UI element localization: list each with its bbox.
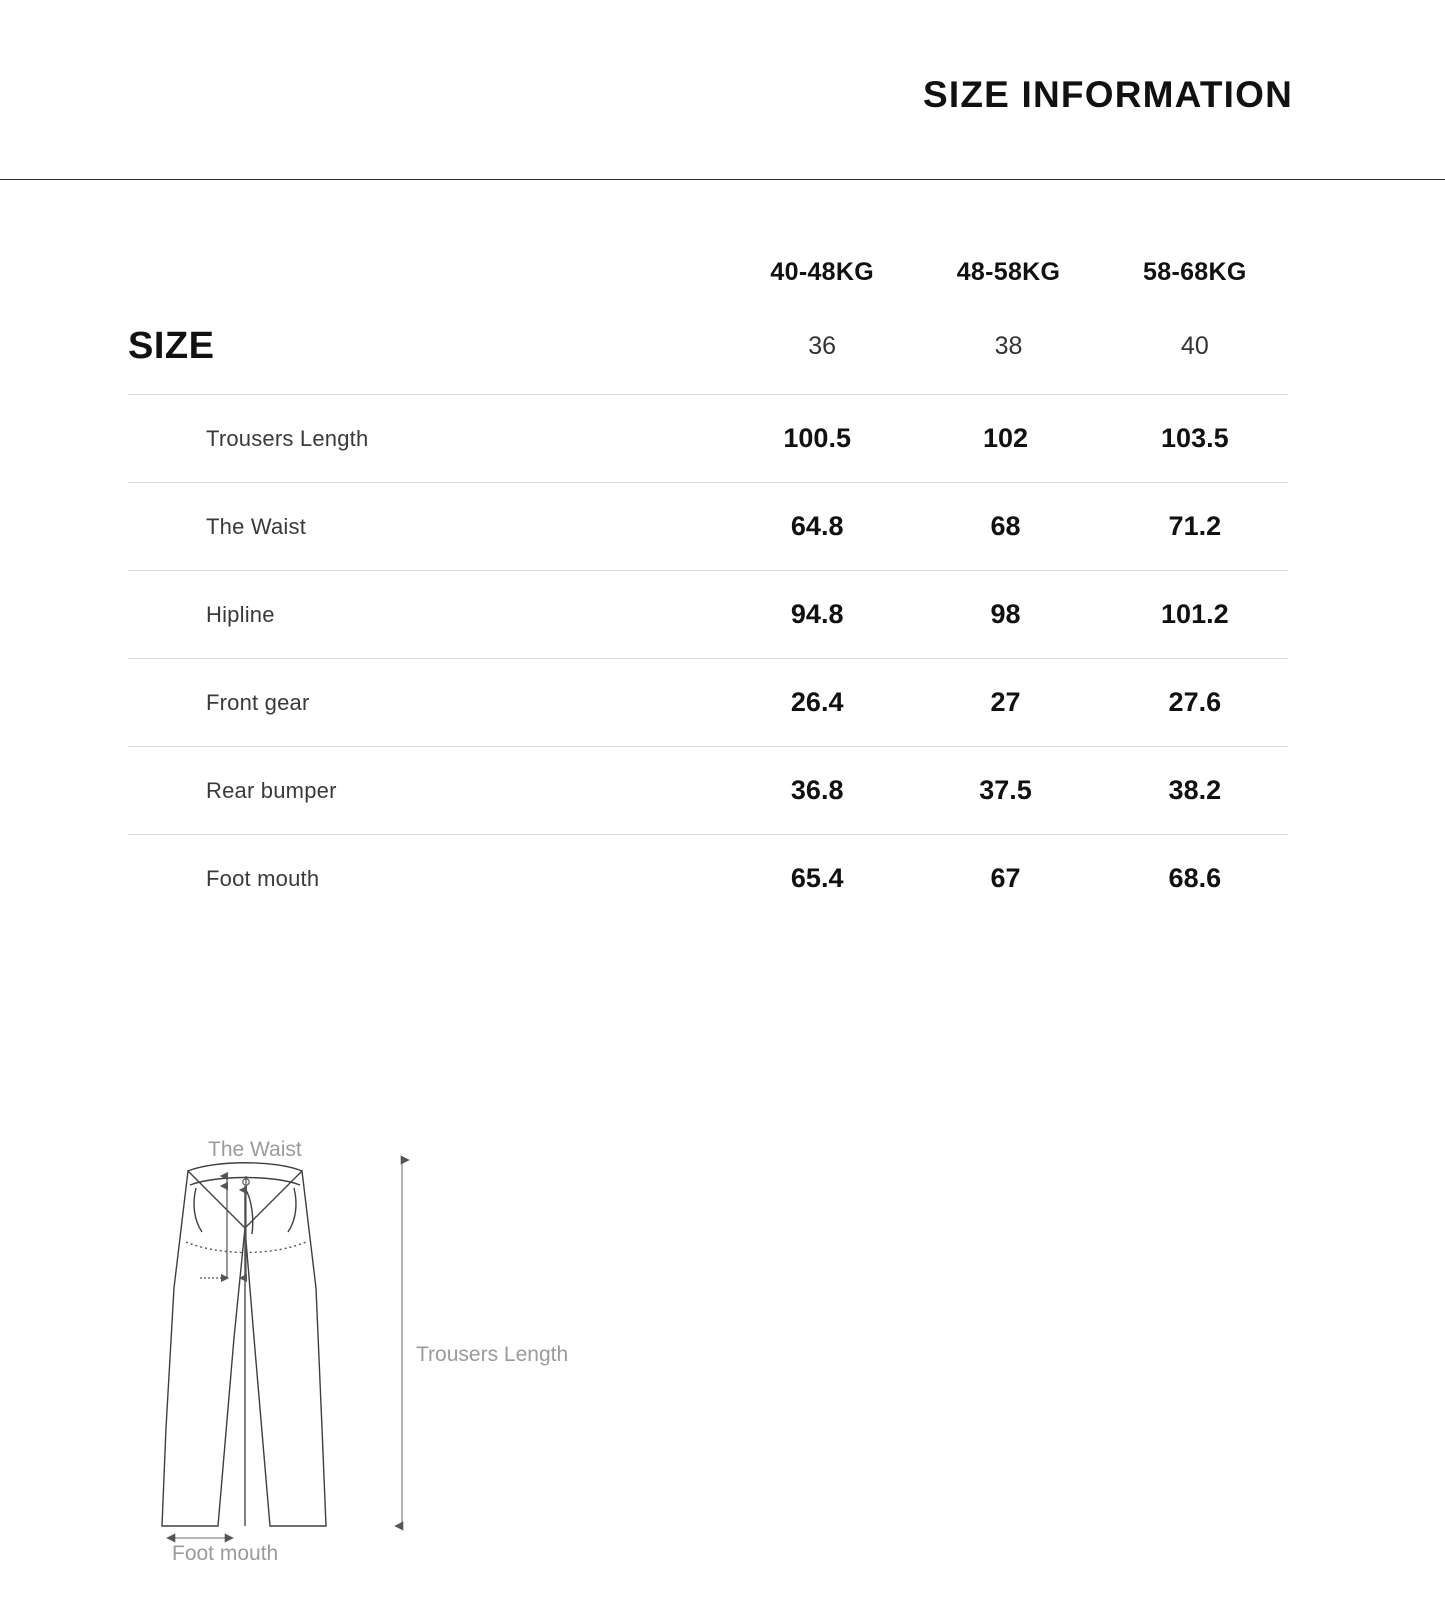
size-value-1: 38 [994, 332, 1023, 360]
table-row [128, 747, 1288, 835]
row-value-the-waist-40: 71.2 [1102, 483, 1288, 571]
diagram-label-waist: The Waist [208, 1138, 302, 1161]
row-label-trousers-length: Trousers Length [128, 395, 729, 483]
row-value-rear-bumper-40: 38.2 [1102, 747, 1288, 835]
row-value-foot-mouth-38: 67 [915, 835, 1101, 923]
row-label-hipline: Hipline [128, 571, 729, 659]
row-label-the-waist: The Waist [128, 483, 729, 571]
row-label-front-gear: Front gear [128, 659, 729, 747]
row-label-rear-bumper: Rear bumper [128, 747, 729, 835]
page-header [0, 0, 1445, 180]
row-label-foot-mouth: Foot mouth [128, 835, 729, 923]
trousers-outline [162, 1163, 326, 1527]
row-value-rear-bumper-38: 37.5 [915, 747, 1101, 835]
row-value-front-gear-38: 27 [915, 659, 1101, 747]
size-table-container [0, 180, 1445, 922]
size-value-0: 36 [808, 332, 837, 360]
row-value-the-waist-36: 64.8 [729, 483, 915, 571]
table-row [128, 395, 1288, 483]
weight-header-blank [128, 180, 729, 299]
weight-header-2: 58-68KG [1143, 258, 1247, 286]
row-value-rear-bumper-36: 36.8 [729, 747, 915, 835]
page-title: SIZE INFORMATION [923, 74, 1293, 115]
size-table [128, 180, 1288, 922]
row-value-front-gear-40: 27.6 [1102, 659, 1288, 747]
table-row [128, 483, 1288, 571]
size-value-2: 40 [1180, 332, 1209, 360]
row-value-foot-mouth-36: 65.4 [729, 835, 915, 923]
table-row-weight-header [128, 180, 1288, 299]
row-value-hipline-36: 94.8 [729, 571, 915, 659]
table-row [128, 659, 1288, 747]
table-row [128, 835, 1288, 923]
weight-header-1: 48-58KG [956, 258, 1061, 286]
row-value-the-waist-38: 68 [915, 483, 1101, 571]
row-value-hipline-38: 98 [915, 571, 1101, 659]
diagram-label-trousers-length: Trousers Length [416, 1343, 569, 1366]
row-value-trousers-length-38: 102 [915, 395, 1101, 483]
row-value-hipline-40: 101.2 [1102, 571, 1288, 659]
size-header-label: SIZE [128, 325, 215, 367]
weight-header-0: 40-48KG [770, 258, 874, 286]
row-value-trousers-length-36: 100.5 [729, 395, 915, 483]
diagram-label-foot-mouth: Foot mouth [172, 1542, 279, 1565]
row-value-front-gear-36: 26.4 [729, 659, 915, 747]
measurement-diagram [130, 1138, 830, 1568]
row-value-trousers-length-40: 103.5 [1102, 395, 1288, 483]
rise-measure-arrows [200, 1186, 246, 1278]
row-value-foot-mouth-40: 68.6 [1102, 835, 1288, 923]
table-row [128, 571, 1288, 659]
table-row-size-header [128, 299, 1288, 395]
